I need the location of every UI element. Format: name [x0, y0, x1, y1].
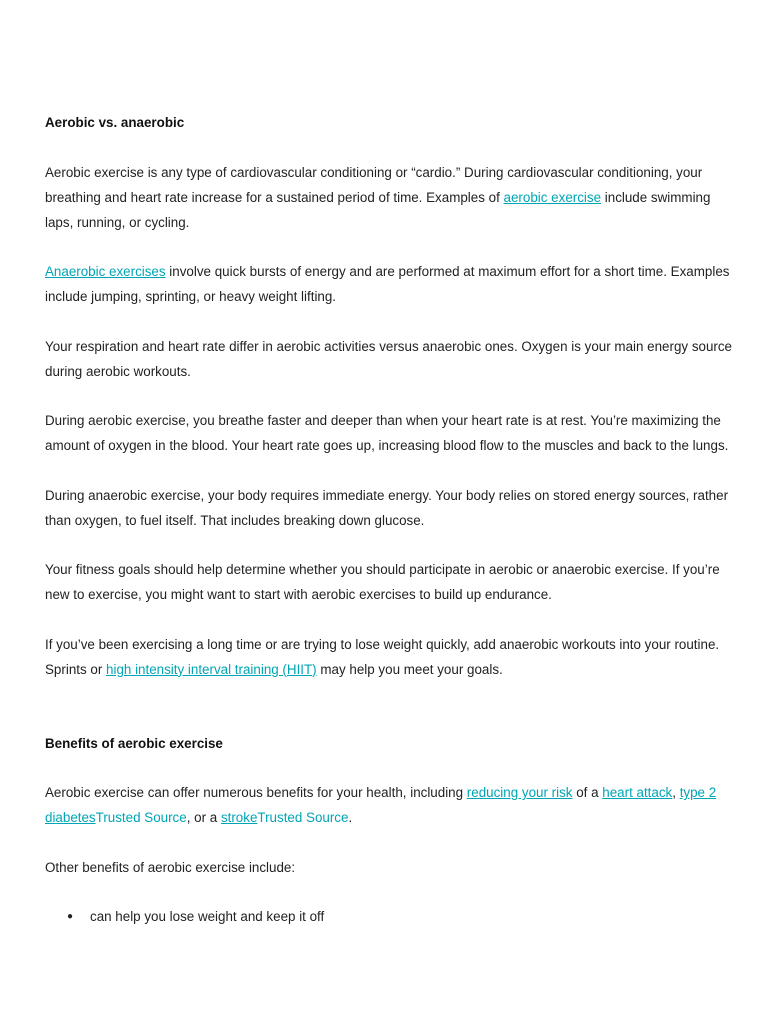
paragraph-aerobic-definition: Aerobic exercise is any type of cardiovascular conditioning or “cardio.” During cardiovascular conditioning, your breathing and heart rate increase for a sustained period of time. Examples of aerobic exercise include swimming laps, running, or cycling.: [45, 164, 711, 230]
link-reducing-your-risk[interactable]: reducing your risk: [466, 785, 573, 800]
paragraph-fitness-goals: Your fitness goals should help determine whether you should participate in aerobic or anaerobic exercise. If you’re new to exercise, you might want to start with aerobic exercises to build up endurance.: [45, 562, 720, 602]
paragraph-anaerobic-energy: During anaerobic exercise, your body requires immediate energy. Your body relies on stored energy sources, rather than oxygen, to fuel itself. That includes breaking down glucose.: [45, 487, 729, 528]
paragraph-respiration: Your respiration and heart rate differ in aerobic activities versus anaerobic ones. Oxygen is your main energy source during aerobic workouts.: [45, 338, 733, 379]
bullet-icon: ●: [67, 911, 74, 922]
paragraph-other-benefits: Other benefits of aerobic exercise include:: [45, 859, 296, 875]
link-aerobic-exercise[interactable]: aerobic exercise: [503, 189, 602, 205]
link-stroke[interactable]: stroke: [220, 810, 258, 825]
trusted-source-label[interactable]: Trusted Source: [95, 810, 187, 825]
link-anaerobic-exercises[interactable]: Anaerobic exercises: [45, 264, 166, 279]
link-type-2-diabetes[interactable]: type 2 diabetes: [45, 785, 717, 825]
list-item: ● can help you lose weight and keep it off: [45, 904, 735, 929]
heading-benefits-aerobic: Benefits of aerobic exercise: [45, 735, 223, 751]
article-body: [45, 110, 735, 929]
link-heart-attack[interactable]: heart attack: [602, 785, 673, 800]
trusted-source-label[interactable]: Trusted Source: [257, 810, 349, 825]
link-hiit[interactable]: high intensity interval training (HIIT): [106, 661, 317, 677]
paragraph-anaerobic-definition: Anaerobic exercises involve quick bursts of energy and are performed at maximum effort for a short time. Examples include jumping, sprinting, or heavy weight lifting.: [45, 264, 730, 304]
paragraph-benefits: Aerobic exercise can offer numerous benefits for your health, including reducing your risk of a heart attack, type 2 diabetesTrusted Source, or a strokeTrusted Source.: [45, 785, 717, 825]
paragraph-hiit: If you’ve been exercising a long time or are trying to lose weight quickly, add anaerobic workouts into your routine. Sprints or high intensity interval training (HIIT) may help you meet your goals.: [45, 636, 720, 677]
benefits-list: [45, 904, 735, 929]
heading-aerobic-vs-anaerobic: Aerobic vs. anaerobic: [45, 115, 185, 130]
paragraph-aerobic-breathing: During aerobic exercise, you breathe faster and deeper than when your heart rate is at rest. You’re maximizing the amount of oxygen in the blood. Your heart rate goes up, increasing blood flow to the muscles and back to the lungs.: [45, 413, 729, 453]
